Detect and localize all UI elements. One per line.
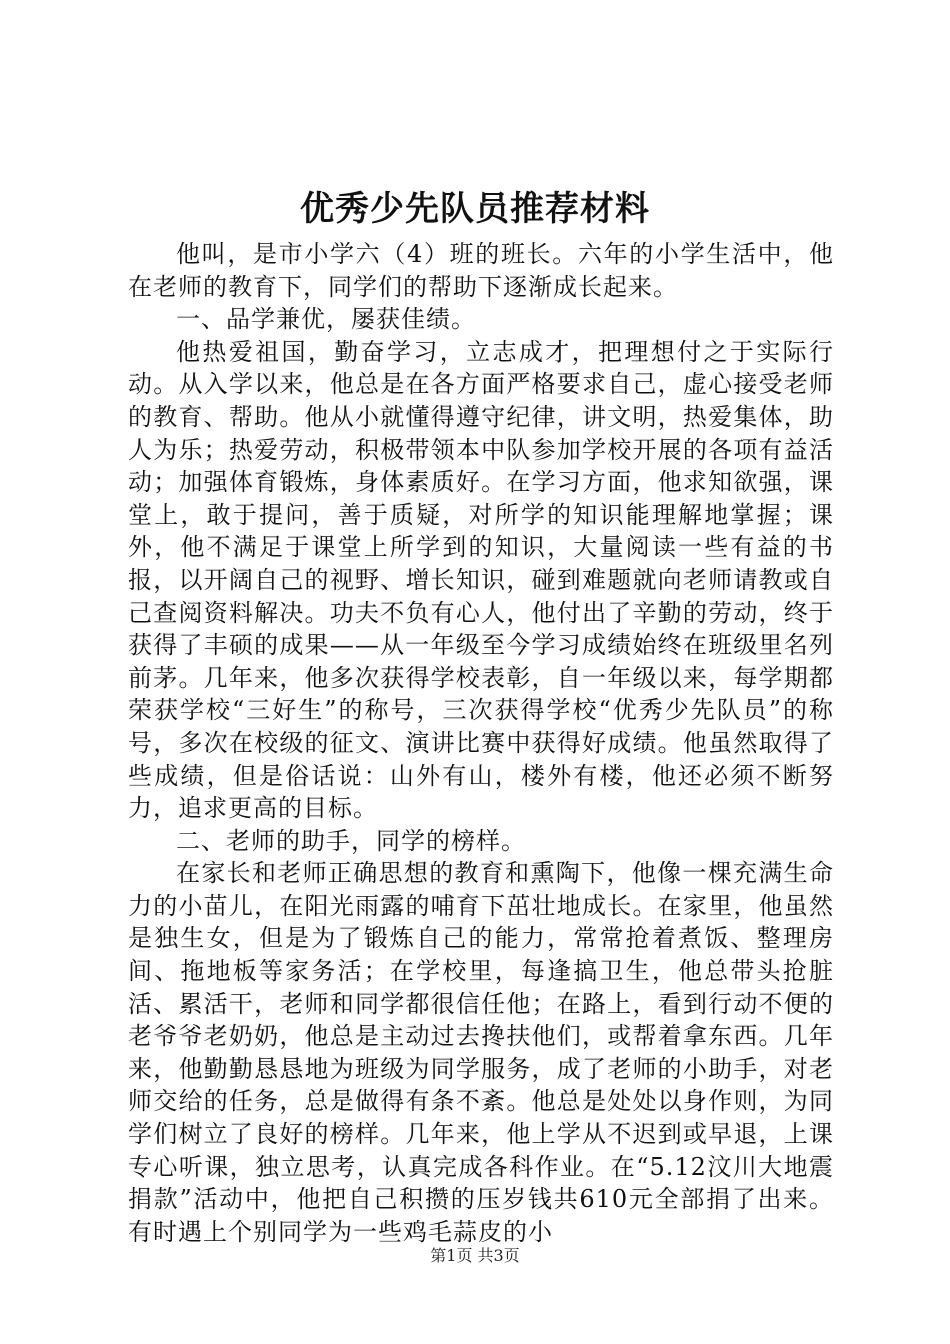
section-heading-2: 二、老师的助手，同学的榜样。 <box>176 826 526 855</box>
document-body <box>128 238 834 1248</box>
body-paragraph-2: 在家长和老师正确思想的教育和熏陶下，他像一棵充满生命力的小苗儿，在阳光雨露的哺育下茁壮地成长。在家里，他虽然是独生女，但是为了锻炼自己的能力，常常抢着煮饭、整理房间、拖地板等家务活；在学校里，每逢搞卫生，他总带头抢脏活、累活干，老师和同学都很信任他；在路上，看到行动不便的老爷爷老奶奶，他总是主动过去搀扶他们，或帮着拿东西。几年来，他勤勤恳恳地为班级为同学服务，成了老师的小助手，对老师交给的任务，总是做得有条不紊。他总是处处以身作则，为同学们树立了良好的榜样。几年来，他上学从不迟到或早退，上课专心听课，独立思考，认真完成各科作业。在“5.12汶川大地震捐款”活动中，他把自己积攒的压岁钱共610元全部捐了出来。有时遇上个别同学为一些鸡毛蒜皮的小 <box>128 859 834 1246</box>
page-number: 第1页 共3页 <box>430 1246 520 1265</box>
body-paragraph-1: 他热爱祖国，勤奋学习，立志成才，把理想付之于实际行动。从入学以来，他总是在各方面严格要求自己，虚心接受老师的教育、帮助。他从小就懂得遵守纪律，讲文明，热爱集体，助人为乐；热爱劳动，积极带领本中队参加学校开展的各项有益活动；加强体育锻炼，身体素质好。在学习方面，他求知欲强，课堂上，敢于提问，善于质疑，对所学的知识能理解地掌握；课外，他不满足于课堂上所学到的知识，大量阅读一些有益的书报，以开阔自己的视野、增长知识，碰到难题就向老师请教或自己查阅资料解决。功夫不负有心人，他付出了辛勤的劳动，终于获得了丰硕的成果——从一年级至今学习成绩始终在班级里名列前茅。几年来，他多次获得学校表彰，自一年级以来，每学期都荣获学校“三好生”的称号，三次获得学校“优秀少先队员”的称号，多次在校级的征文、演讲比赛中获得好成绩。他虽然取得了些成绩，但是俗话说：山外有山，楼外有楼，他还必须不断努力，追求更高的目标。 <box>128 337 834 823</box>
intro-paragraph: 他叫，是市小学六（4）班的班长。六年的小学生活中，他在老师的教育下，同学们的帮助下逐渐成长起来。 <box>128 240 834 301</box>
section-heading-1: 一、品学兼优，屡获佳绩。 <box>176 305 476 334</box>
document-title: 优秀少先队员推荐材料 <box>300 189 650 229</box>
